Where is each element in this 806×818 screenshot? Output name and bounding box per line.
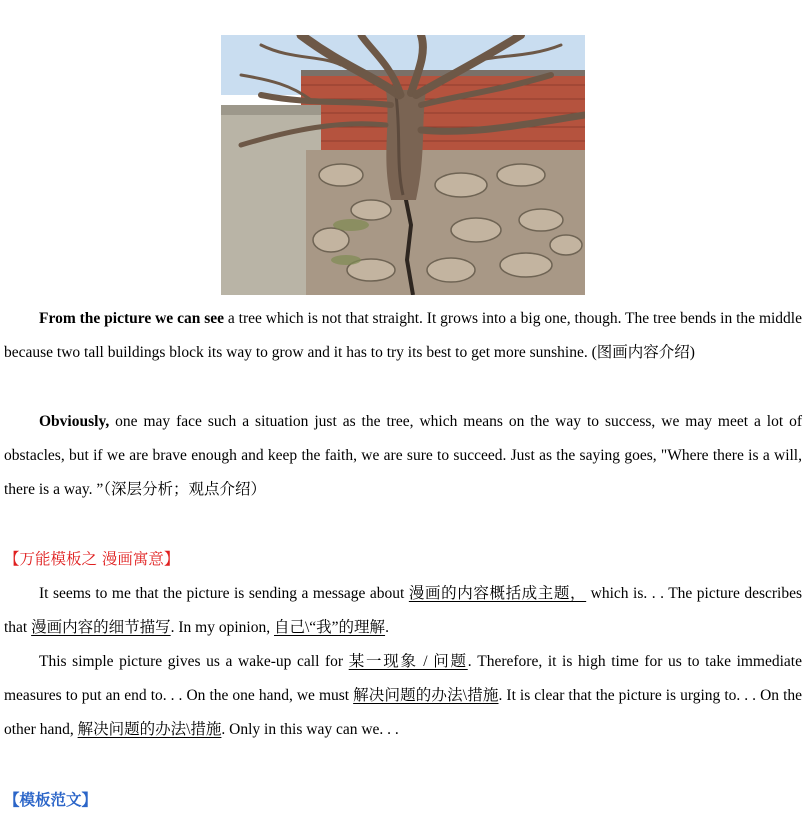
blank-details: 漫画内容的细节描写: [31, 619, 171, 636]
lead-phrase: Obviously,: [39, 413, 110, 430]
paragraph-template-two: [4, 645, 802, 747]
paragraph-note: (图画内容介绍): [587, 344, 695, 361]
section-title-cartoon-meaning: 【万能模板之 漫画寓意】: [4, 550, 180, 568]
paragraph-deep-analysis: [4, 405, 802, 507]
paragraph-picture-description: [4, 302, 802, 370]
tree-wall-photo: [221, 35, 585, 295]
paragraph-text: a tree which is not that straight. It grows into a big one, though. The tree bends in the middle because two tall buildings block its way to grow and it has to try its best to get more sunshine.: [4, 310, 802, 361]
paragraph-text: . Therefore, it is high time for us to take immediate measures to put an end to. . . On the one hand, we must: [4, 653, 802, 704]
blank-opinion: 自己\“我”的理解: [273, 619, 386, 636]
paragraph-note: （深层分析；观点介绍）: [103, 481, 267, 498]
blank-solution: 解决问题的办法\措施: [353, 687, 499, 704]
paragraph-text: which is. . . The picture describes that: [4, 585, 802, 636]
blank-phenomenon: 某一现象 / 问题: [348, 653, 468, 670]
lead-phrase: From the picture we can see: [39, 310, 224, 327]
paragraph-text: . It is clear that the picture is urging to. . . On the other hand,: [4, 687, 802, 738]
paragraph-template-one: [4, 577, 802, 645]
blank-theme: 漫画的内容概括成主题，: [408, 585, 587, 602]
paragraph-text: This simple picture gives us a wake-up call for: [39, 653, 349, 670]
paragraph-text: . Only in this way can we. . .: [221, 721, 399, 738]
section-title-model-essay: 【模板范文】: [4, 791, 98, 809]
paragraph-text: It seems to me that the picture is sending a message about: [39, 585, 409, 602]
paragraph-text: . In my opinion,: [170, 619, 274, 636]
blank-solution: 解决问题的办法\措施: [77, 721, 222, 738]
paragraph-text: one may face such a situation just as the tree, which means on the way to success, we may meet a lot of obstacles, but if we are brave enough and keep the faith, we are sure to succeed. Just as the saying goes, "Where there is a will, there is a way. ”: [4, 413, 802, 498]
paragraph-text: .: [385, 619, 389, 636]
